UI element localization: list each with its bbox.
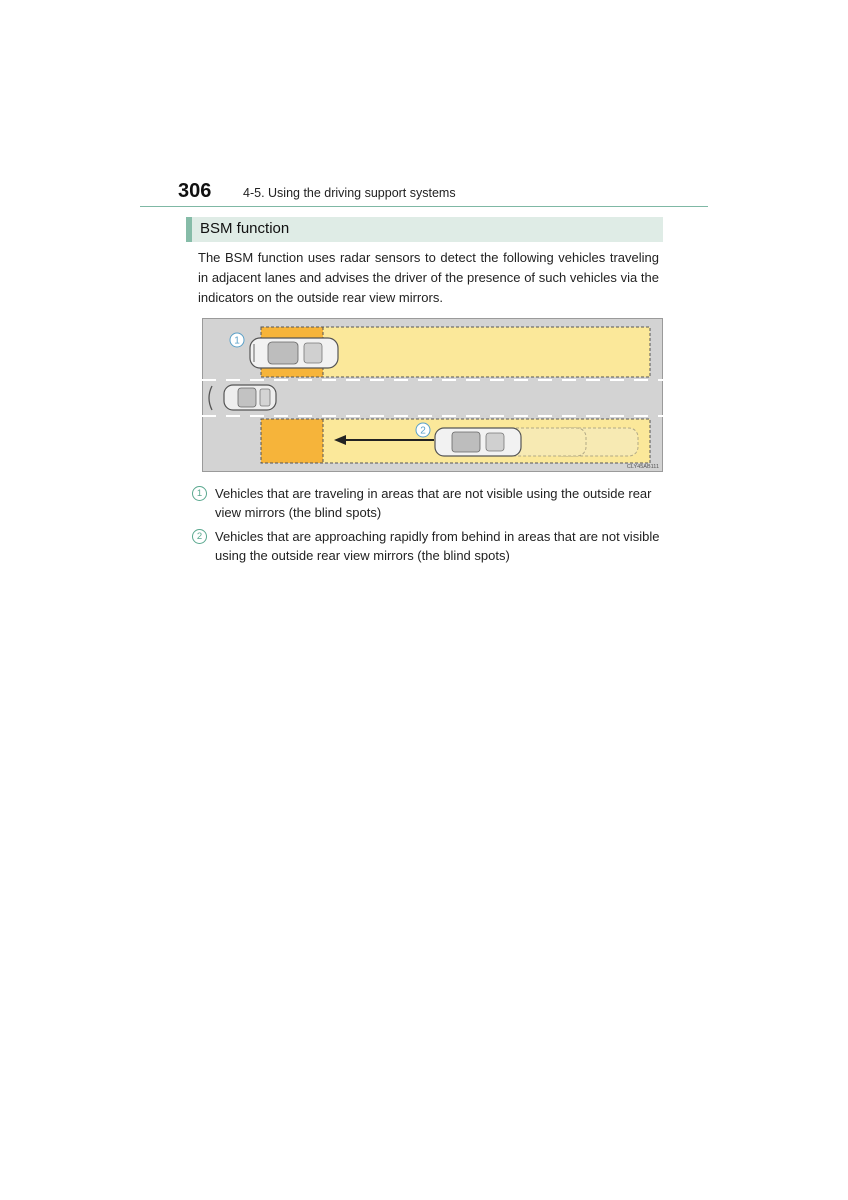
section-title: BSM function	[200, 220, 290, 237]
legend-text-2: Vehicles that are approaching rapidly from behind in areas that are not visible using the outside rear view mirrors (the blind spots)	[215, 529, 660, 563]
legend-list	[192, 484, 660, 570]
legend-item	[192, 527, 660, 565]
intro-paragraph: The BSM function uses radar sensors to detect the following vehicles traveling in adjacent lanes and advises the driver of the presence of such vehicles via the indicators on the outside rear view mirrors.	[198, 250, 659, 305]
legend-text-1: Vehicles that are traveling in areas that are not visible using the outside rear view mirrors (the blind spots)	[215, 486, 652, 520]
upper-far-zone	[323, 327, 650, 377]
callout-1-number: 1	[234, 335, 240, 347]
figure-code: CLY45AB111	[626, 464, 659, 470]
vehicle-2	[435, 428, 521, 456]
vehicle-2-trail	[502, 428, 638, 456]
legend-number-2: 2	[192, 529, 207, 544]
legend-number-1: 1	[192, 486, 207, 501]
bsm-illustration	[202, 318, 663, 472]
vehicle-1	[250, 338, 338, 368]
chapter-title: 4-5. Using the driving support systems	[243, 186, 456, 200]
section-header	[186, 217, 663, 242]
header-rule	[140, 206, 708, 207]
lower-near-zone	[261, 419, 323, 463]
page-number: 306	[178, 180, 212, 202]
callout-2-number: 2	[420, 425, 426, 437]
legend-item	[192, 484, 660, 522]
